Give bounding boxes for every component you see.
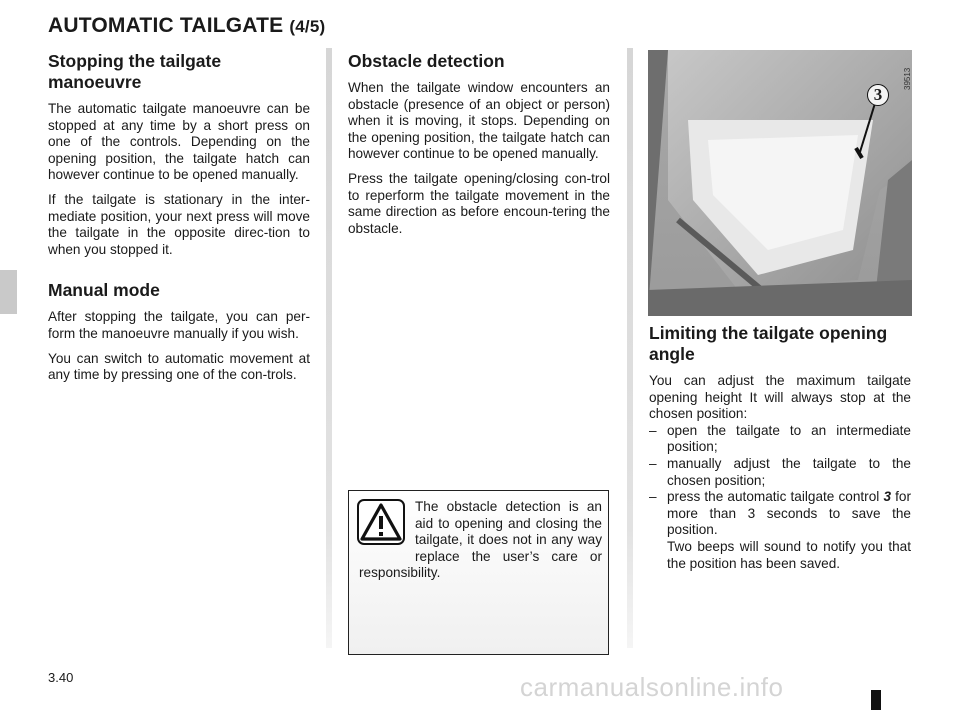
column-divider-right bbox=[627, 48, 633, 648]
column-right bbox=[649, 323, 911, 572]
paragraph-manual-1: After stopping the tailgate, you can per-form the manoeuvre manually if you wish. bbox=[48, 309, 310, 341]
list-item-text: open the tailgate to an intermediate position; bbox=[667, 422, 911, 455]
paragraph-opening-angle-intro: You can adjust the maximum tailgate opening height It will always stop at the chosen position: bbox=[649, 373, 911, 422]
chapter-tab bbox=[0, 270, 17, 314]
warning-box bbox=[348, 490, 609, 655]
list-item-text: press the automatic tailgate control bbox=[667, 489, 884, 505]
section-heading-obstacle: Obstacle detection bbox=[348, 51, 505, 71]
page-number: 3.40 bbox=[48, 670, 74, 685]
page-part-indicator: (4/5) bbox=[289, 17, 326, 36]
column-middle bbox=[348, 51, 610, 245]
column-left bbox=[48, 51, 310, 392]
control-reference: 3 bbox=[883, 489, 891, 505]
paragraph-manual-2: You can switch to automatic movement at any time by pressing one of the con-trols. bbox=[48, 350, 310, 383]
list-dash: – bbox=[649, 455, 657, 471]
list-item bbox=[649, 456, 911, 489]
list-item bbox=[649, 423, 911, 456]
paragraph-obstacle-2: Press the tailgate opening/closing con-trol to reperform the tailgate movement in the same direction as before encoun-tering the obstacle. bbox=[348, 170, 610, 236]
list-item-text-continued: for more than 3 seconds to save the position. bbox=[667, 489, 912, 538]
site-watermark: carmanualsonline.info bbox=[520, 672, 784, 702]
list-dash: – bbox=[649, 422, 657, 438]
paragraph-stopping-1: The automatic tailgate manoeuvre can be stopped at any time by a short press on one of the controls. Depending on the opening position, the tailgate hatch can however continue to be opened manually. bbox=[48, 101, 310, 183]
list-dash: – bbox=[649, 489, 657, 505]
callout-3: 3 bbox=[867, 84, 889, 106]
warning-text bbox=[359, 499, 602, 582]
warning-text-content: The obstacle detection is an aid to opening and closing the tailgate, it does not in any way replace the user’s care or responsibility. bbox=[359, 499, 602, 581]
section-heading-opening-angle: Limiting the tailgate opening angle bbox=[649, 323, 888, 364]
page-title bbox=[48, 14, 325, 38]
list-item bbox=[649, 489, 911, 572]
image-reference-number: 39513 bbox=[903, 67, 912, 90]
section-heading-manual-mode: Manual mode bbox=[48, 280, 160, 301]
corner-crop-mark bbox=[871, 690, 881, 710]
section-heading-stopping: Stopping the tailgate manoeuvre bbox=[48, 51, 222, 92]
paragraph-stopping-2: If the tailgate is stationary in the inter-mediate position, your next press will move the tailgate in the opposite direc-tion to when you stopped it. bbox=[48, 191, 310, 257]
page-title-text: AUTOMATIC TAILGATE bbox=[48, 14, 284, 37]
paragraph-obstacle-1: When the tailgate window encounters an obstacle (presence of an object or person) when it is moving, it stops. Depending on the opening position, the tailgate hatch can however continue to be opened manually. bbox=[348, 80, 610, 162]
column-divider-left bbox=[326, 48, 332, 648]
opening-angle-steps bbox=[649, 423, 911, 572]
list-item-note: Two beeps will sound to notify you that the position has been saved. bbox=[667, 538, 911, 571]
list-item-text: manually adjust the tailgate to the chosen position; bbox=[667, 455, 911, 488]
